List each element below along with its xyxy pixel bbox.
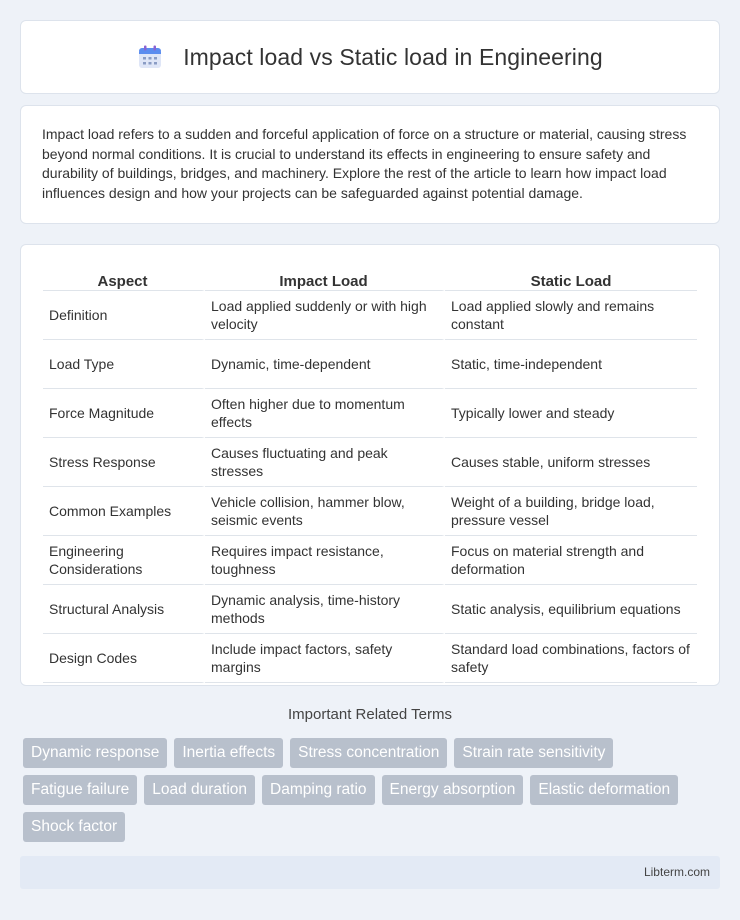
tag-stress-concentration[interactable]: Stress concentration — [290, 738, 447, 768]
footer-site-link[interactable]: Libterm.com — [643, 865, 710, 879]
comparison-table-card — [20, 244, 720, 686]
table-cell: Design Codes — [43, 634, 205, 683]
tag-damping-ratio[interactable]: Damping ratio — [262, 775, 375, 805]
tag-dynamic-response[interactable]: Dynamic response — [23, 738, 167, 768]
table-cell: Definition — [43, 291, 205, 340]
header-static-load: Static Load — [445, 265, 697, 291]
table-cell: Typically lower and steady — [445, 389, 697, 438]
table-cell: Causes stable, uniform stresses — [445, 438, 697, 487]
header-card — [20, 20, 720, 94]
tag-load-duration[interactable]: Load duration — [144, 775, 255, 805]
header-impact-load: Impact Load — [205, 265, 445, 291]
table-cell: Focus on material strength and deformation — [445, 536, 697, 585]
page-title: Impact load vs Static load in Engineering — [183, 43, 603, 70]
tag-elastic-deformation[interactable]: Elastic deformation — [530, 775, 678, 805]
table-cell: Engineering Considerations — [43, 536, 205, 585]
table-cell: Load Type — [43, 340, 205, 389]
table-cell: Structural Analysis — [43, 585, 205, 634]
tag-energy-absorption[interactable]: Energy absorption — [382, 775, 524, 805]
title-wrap — [137, 44, 603, 71]
comparison-table — [43, 265, 697, 683]
intro-paragraph: Impact load refers to a sudden and forceful application of force on a structure or material, causing stress beyond normal conditions. It is crucial to understand its effects in engineering to ensure safety and durability of buildings, bridges, and machinery. Explore the rest of the article to learn how impact load influences design and how your projects can be safeguarded against potential damage. — [42, 126, 687, 201]
table-cell: Standard load combinations, factors of safety — [445, 634, 697, 683]
table-cell: Requires impact resistance, toughness — [205, 536, 445, 585]
table-cell: Dynamic, time-dependent — [205, 340, 445, 389]
tag-inertia-effects[interactable]: Inertia effects — [174, 738, 283, 768]
related-terms-tags — [23, 738, 723, 849]
table-cell: Often higher due to momentum effects — [205, 389, 445, 438]
table-cell: Causes fluctuating and peak stresses — [205, 438, 445, 487]
footer — [20, 856, 720, 889]
table-cell: Static, time-independent — [445, 340, 697, 389]
header-aspect: Aspect — [43, 265, 205, 291]
table-cell: Force Magnitude — [43, 389, 205, 438]
related-terms-title: Important Related Terms — [288, 706, 452, 723]
table-cell: Include impact factors, safety margins — [205, 634, 445, 683]
table-cell: Vehicle collision, hammer blow, seismic events — [205, 487, 445, 536]
table-row — [43, 487, 697, 536]
table-cell: Load applied suddenly or with high velocity — [205, 291, 445, 340]
table-row — [43, 438, 697, 487]
table-row — [43, 389, 697, 438]
table-row — [43, 634, 697, 683]
tag-strain-rate-sensitivity[interactable]: Strain rate sensitivity — [454, 738, 613, 768]
table-cell: Static analysis, equilibrium equations — [445, 585, 697, 634]
table-row — [43, 291, 697, 340]
table-row — [43, 536, 697, 585]
tag-fatigue-failure[interactable]: Fatigue failure — [23, 775, 137, 805]
table-row — [43, 585, 697, 634]
calendar-icon — [137, 44, 163, 70]
table-cell: Load applied slowly and remains constant — [445, 291, 697, 340]
table-row — [43, 340, 697, 389]
table-cell: Weight of a building, bridge load, pressure vessel — [445, 487, 697, 536]
table-cell: Common Examples — [43, 487, 205, 536]
table-cell: Dynamic analysis, time-history methods — [205, 585, 445, 634]
table-cell: Stress Response — [43, 438, 205, 487]
table-header-row — [43, 265, 697, 291]
tag-shock-factor[interactable]: Shock factor — [23, 812, 125, 842]
intro-card — [20, 105, 720, 224]
